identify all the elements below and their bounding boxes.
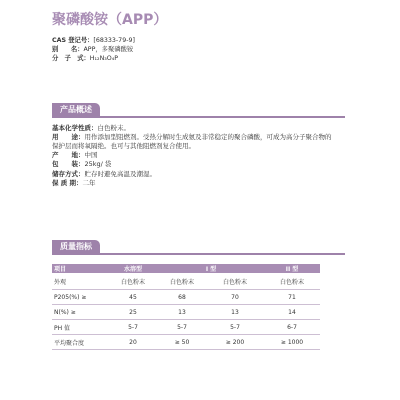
table-row <box>52 305 320 320</box>
table-header-row <box>52 264 320 273</box>
table-cell: ≥ 1000 <box>280 338 304 346</box>
overview-item-properties <box>52 124 332 133</box>
info-value: [68333-79-9] <box>93 37 135 44</box>
table-cell: 45 <box>129 293 137 301</box>
table-cell: 6-7 <box>287 323 297 331</box>
item-value: 用作添加型阻燃剂。受热分解时生成氨及非常稳定的聚合磷酸，可成为高分子聚合物的 <box>84 132 332 141</box>
table-cell: 70 <box>231 293 239 301</box>
row-label: P205(%) ≥ <box>54 293 87 301</box>
table-cell: 白色粉末 <box>120 278 145 286</box>
table-row <box>52 290 320 305</box>
item-label: 保 质 期： <box>52 178 83 187</box>
table-cell: 5-7 <box>230 323 240 331</box>
info-label: CAS 登记号： <box>52 37 94 44</box>
item-label: 基本化学性质： <box>52 123 98 132</box>
info-label: 分 子 式： <box>52 55 90 62</box>
page-title: 聚磷酸铵（APP） <box>52 12 168 28</box>
overview-item-package <box>52 160 332 169</box>
table-cell: ≥ 50 <box>174 338 190 346</box>
quality-table <box>52 264 320 350</box>
item-value: 25kg/ 袋 <box>84 160 112 169</box>
item-label: 用 途： <box>52 132 85 141</box>
item-value: 白色粉末。 <box>97 123 130 132</box>
table-cell: 13 <box>178 308 186 316</box>
item-value: 中国 <box>84 151 98 160</box>
row-label: N(%) ≥ <box>54 308 76 316</box>
table-cell: 71 <box>288 293 296 301</box>
table-cell: 5-7 <box>177 323 187 331</box>
table-cell: 白色粉末 <box>222 278 247 286</box>
row-label: 外观 <box>54 278 67 286</box>
table-cell: 14 <box>288 308 296 316</box>
overview-item-storage <box>52 170 332 179</box>
table-cell: 20 <box>129 338 137 346</box>
table-cell: 25 <box>129 308 137 316</box>
table-cell: 白色粉末 <box>279 278 304 286</box>
header-cell-item: 项目 <box>54 266 67 273</box>
overview-item-usage-continued: 保护层而将氧隔绝。也可与其他阻燃剂复合使用。 <box>52 141 195 150</box>
table-row <box>52 335 320 350</box>
info-alias <box>52 45 135 54</box>
item-label: 储存方式： <box>52 169 85 178</box>
table-cell: 13 <box>231 308 239 316</box>
header-cell-water-soluble: 水溶型 <box>123 266 142 273</box>
item-label: 包 装： <box>52 160 85 169</box>
section-tab: 质量指标 <box>52 240 100 254</box>
header-cell-type-i: I 型 <box>205 266 217 273</box>
overview-item-usage <box>52 133 332 142</box>
item-value: 贮存时避免高温及潮湿。 <box>84 169 156 178</box>
info-value: APP，多聚磷酸铵 <box>83 46 134 53</box>
row-label: PH 值 <box>54 324 71 332</box>
table-row <box>52 320 320 335</box>
info-formula <box>52 54 135 63</box>
row-label: 平均聚合度 <box>54 339 85 347</box>
section-quality-header <box>52 240 345 255</box>
info-value: H₁₂N₃O₄P <box>89 55 119 62</box>
table-cell: 白色粉末 <box>169 278 194 286</box>
overview-item-shelf-life <box>52 179 332 188</box>
header-cell-type-ii: II 型 <box>285 266 299 273</box>
table-cell: ≥ 200 <box>225 338 245 346</box>
table-row <box>52 273 320 290</box>
basic-info <box>52 36 135 63</box>
item-label: 产 地： <box>52 151 85 160</box>
overview-list <box>52 124 332 188</box>
item-value: 二年 <box>82 178 96 187</box>
section-overview-header <box>52 103 345 118</box>
table-cell: 5-7 <box>128 323 138 331</box>
info-label: 别 名： <box>52 46 84 53</box>
overview-item-origin <box>52 151 332 160</box>
section-tab: 产品概述 <box>52 103 100 117</box>
table-cell: 68 <box>178 293 186 301</box>
info-cas <box>52 36 135 45</box>
